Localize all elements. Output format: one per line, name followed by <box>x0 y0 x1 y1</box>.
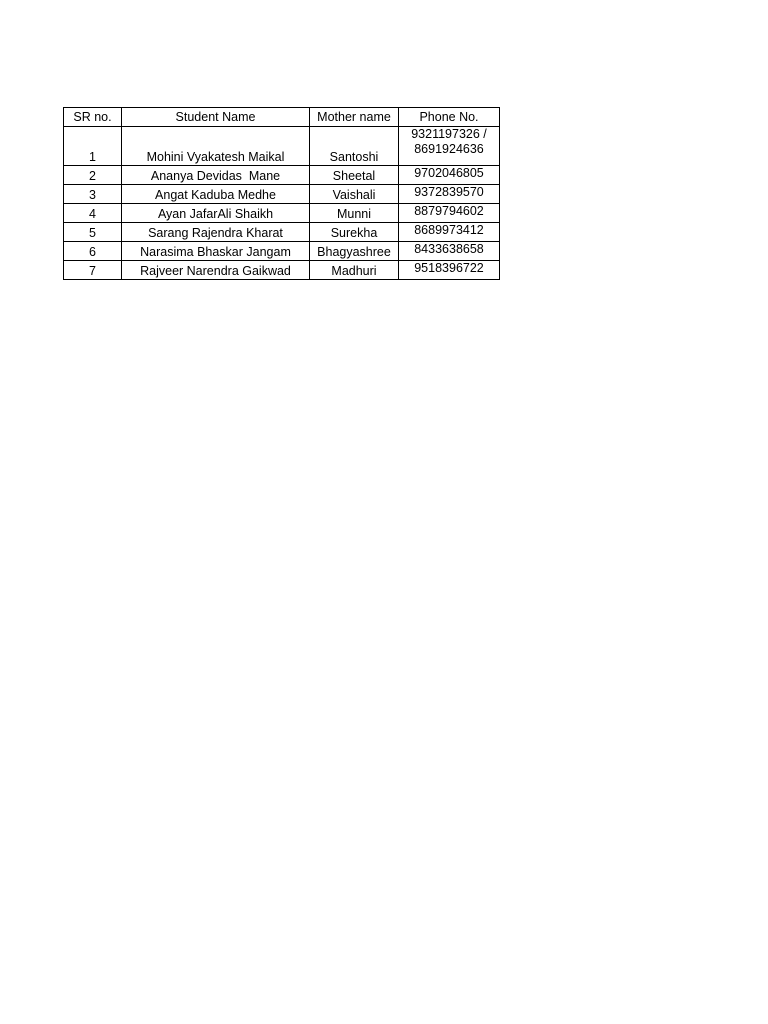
table-row <box>64 204 500 223</box>
cell-phone-no <box>399 185 500 204</box>
header-mother-name: Mother name <box>310 108 399 127</box>
cell-mother-name: Madhuri <box>310 261 399 280</box>
cell-mother-name: Vaishali <box>310 185 399 204</box>
table-row <box>64 127 500 166</box>
cell-student-name: Rajveer Narendra Gaikwad <box>122 261 310 280</box>
phone-number: 9321197326 / <box>411 127 487 141</box>
cell-student-name: Angat Kaduba Medhe <box>122 185 310 204</box>
cell-sr-no: 2 <box>64 166 122 185</box>
table-row <box>64 242 500 261</box>
cell-phone-no <box>399 261 500 280</box>
table-header-row <box>64 108 500 127</box>
cell-sr-no: 6 <box>64 242 122 261</box>
cell-mother-name: Bhagyashree <box>310 242 399 261</box>
cell-mother-name: Sheetal <box>310 166 399 185</box>
table-row <box>64 261 500 280</box>
phone-number: 9372839570 <box>414 185 484 199</box>
cell-phone-no <box>399 166 500 185</box>
phone-number: 8689973412 <box>414 223 484 237</box>
cell-student-name: Ananya Devidas Mane <box>122 166 310 185</box>
cell-student-name: Mohini Vyakatesh Maikal <box>122 127 310 166</box>
student-table <box>63 107 500 280</box>
cell-mother-name: Surekha <box>310 223 399 242</box>
table-row <box>64 185 500 204</box>
phone-number: 8691924636 <box>414 142 484 156</box>
cell-mother-name: Munni <box>310 204 399 223</box>
header-student-name: Student Name <box>122 108 310 127</box>
cell-mother-name: Santoshi <box>310 127 399 166</box>
table-row <box>64 166 500 185</box>
header-sr-no: SR no. <box>64 108 122 127</box>
cell-phone-no <box>399 127 500 166</box>
header-phone-no: Phone No. <box>399 108 500 127</box>
student-table-sheet <box>63 107 500 280</box>
cell-student-name: Narasima Bhaskar Jangam <box>122 242 310 261</box>
table-row <box>64 223 500 242</box>
cell-sr-no: 4 <box>64 204 122 223</box>
cell-sr-no: 5 <box>64 223 122 242</box>
phone-number: 9518396722 <box>414 261 484 275</box>
cell-student-name: Ayan JafarAli Shaikh <box>122 204 310 223</box>
cell-sr-no: 7 <box>64 261 122 280</box>
cell-student-name: Sarang Rajendra Kharat <box>122 223 310 242</box>
cell-phone-no <box>399 223 500 242</box>
phone-number: 8879794602 <box>414 204 484 218</box>
cell-phone-no <box>399 204 500 223</box>
cell-sr-no: 1 <box>64 127 122 166</box>
phone-number: 8433638658 <box>414 242 484 256</box>
cell-phone-no <box>399 242 500 261</box>
cell-sr-no: 3 <box>64 185 122 204</box>
phone-number: 9702046805 <box>414 166 484 180</box>
